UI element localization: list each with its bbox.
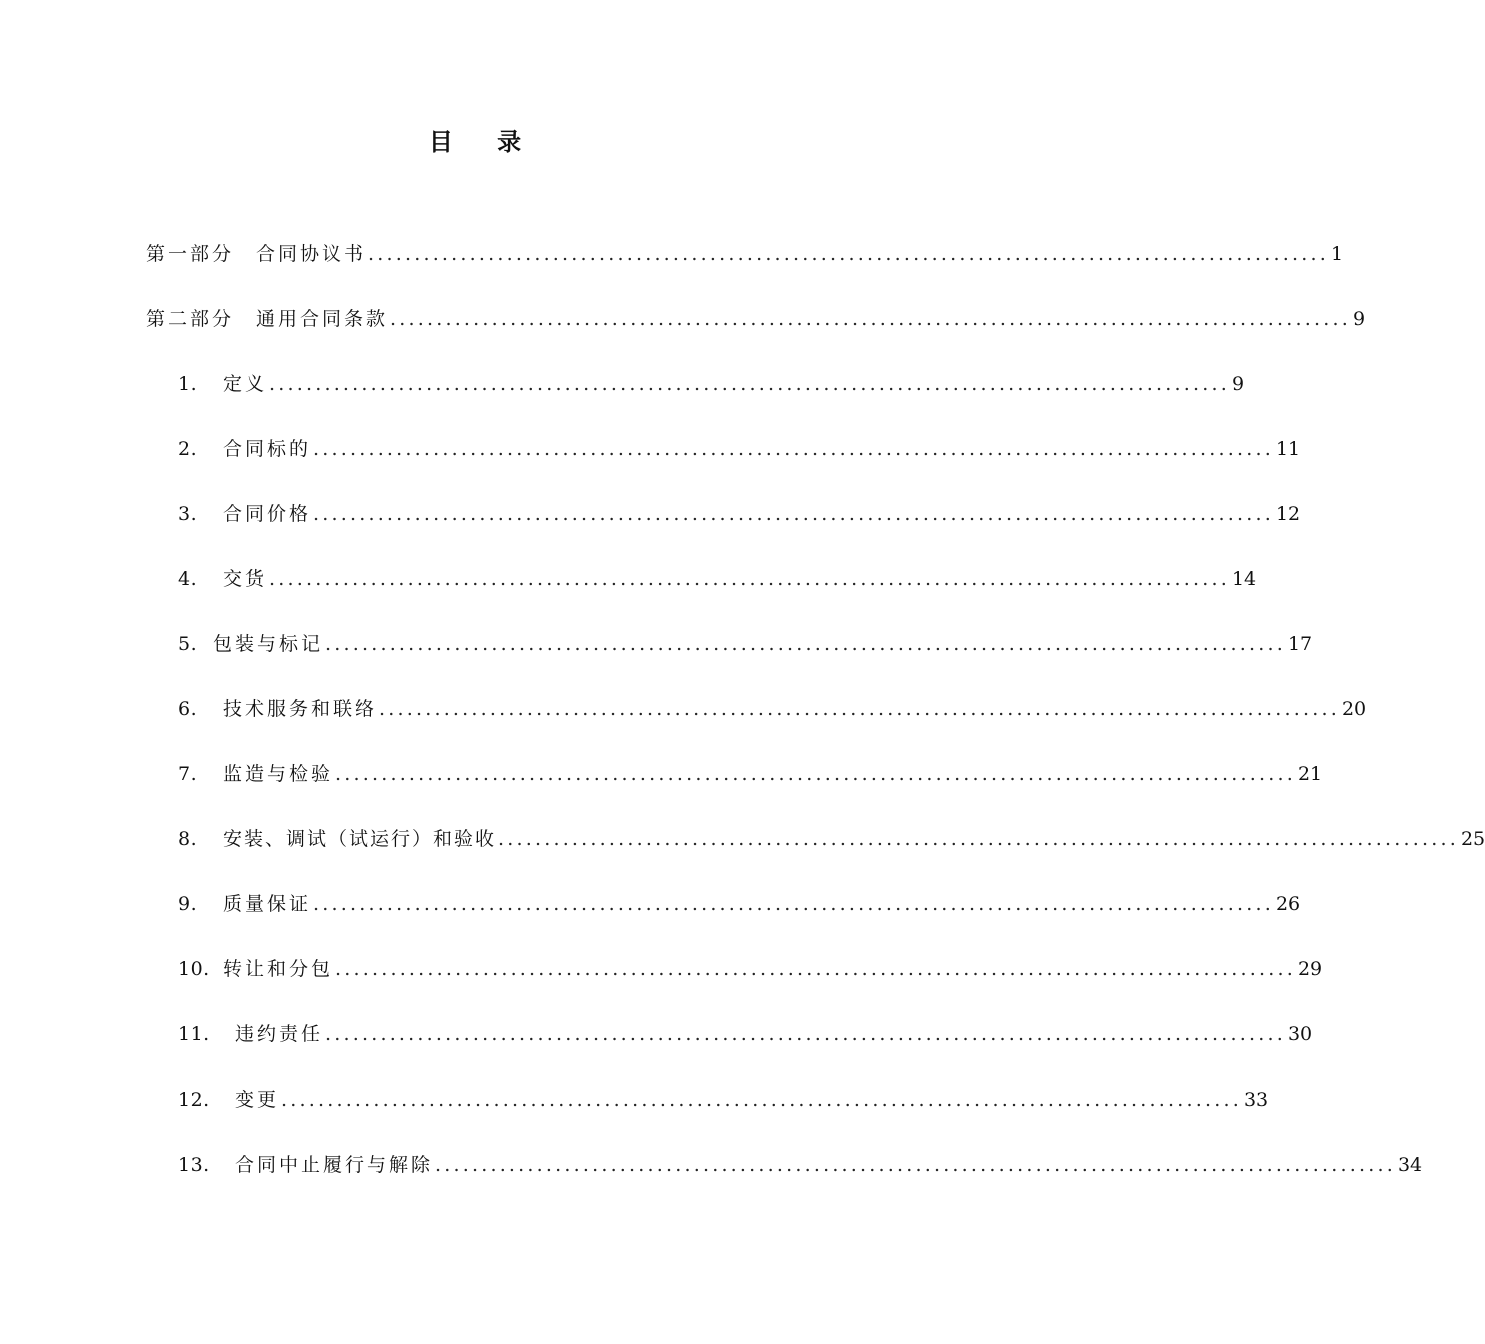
toc-entry-label: 第一部分 合同协议书	[146, 243, 367, 265]
toc-dot-leader: ........................................................................................................	[335, 958, 1296, 980]
toc-page-number: 33	[1243, 1089, 1269, 1111]
toc-entry-number: 9.	[178, 893, 198, 915]
toc-entry-label: 违约责任	[235, 1023, 324, 1045]
toc-entry-section-3[interactable]	[178, 501, 1301, 527]
toc-page-number: 9	[1352, 308, 1366, 330]
toc-entry-number: 5.	[178, 633, 198, 655]
toc-entry-part-1[interactable]	[146, 241, 1344, 267]
toc-entry-number: 4.	[178, 568, 198, 590]
toc-entry-label: 质量保证	[223, 893, 312, 915]
toc-entry-section-13[interactable]	[178, 1152, 1423, 1178]
toc-entry-section-12[interactable]	[178, 1087, 1269, 1113]
toc-dot-leader: ........................................................................................................	[325, 633, 1286, 655]
toc-entry-label: 监造与检验	[223, 763, 334, 785]
toc-entry-section-2[interactable]	[178, 436, 1301, 462]
toc-page-number: 1	[1330, 243, 1344, 265]
toc-dot-leader: ........................................................................................................	[313, 503, 1274, 525]
toc-dot-leader: ........................................................................................................	[281, 1089, 1242, 1111]
toc-page-number: 26	[1275, 893, 1301, 915]
toc-entry-section-10[interactable]	[178, 956, 1323, 982]
toc-dot-leader: ........................................................................................................	[325, 1023, 1286, 1045]
toc-entry-part-2[interactable]	[146, 306, 1366, 332]
toc-entry-number: 1.	[178, 373, 198, 395]
toc-page-number: 34	[1397, 1154, 1423, 1176]
toc-page-number: 30	[1287, 1023, 1313, 1045]
toc-entry-label: 合同中止履行与解除	[235, 1154, 434, 1176]
toc-entry-number: 8.	[178, 828, 198, 850]
toc-entry-number: 6.	[178, 698, 198, 720]
toc-entry-number: 7.	[178, 763, 198, 785]
toc-entry-label: 第二部分 通用合同条款	[146, 308, 389, 330]
toc-entry-number: 13.	[178, 1154, 210, 1176]
toc-entry-label: 包装与标记	[213, 633, 324, 655]
toc-entry-number: 11.	[178, 1023, 210, 1045]
toc-dot-leader: ........................................................................................................	[379, 698, 1340, 720]
toc-page-number: 21	[1297, 763, 1323, 785]
toc-entry-section-7[interactable]	[178, 761, 1323, 787]
toc-entry-section-1[interactable]	[178, 371, 1245, 397]
toc-entry-label: 变更	[235, 1089, 280, 1111]
toc-entry-section-4[interactable]	[178, 566, 1257, 592]
toc-entry-number: 12.	[178, 1089, 210, 1111]
toc-page-number: 20	[1341, 698, 1367, 720]
toc-dot-leader: ........................................................................................................	[313, 893, 1274, 915]
toc-page-number: 12	[1275, 503, 1301, 525]
toc-entry-number: 10.	[178, 958, 210, 980]
toc-entry-label: 合同价格	[223, 503, 312, 525]
toc-entry-section-6[interactable]	[178, 696, 1367, 722]
toc-dot-leader: ........................................................................................................	[269, 373, 1230, 395]
toc-entry-section-5[interactable]	[178, 631, 1313, 657]
toc-page-number: 14	[1231, 568, 1257, 590]
toc-page-number: 9	[1231, 373, 1245, 395]
toc-entry-section-11[interactable]	[178, 1021, 1313, 1047]
toc-entry-number: 3.	[178, 503, 198, 525]
toc-dot-leader: ........................................................................................................	[269, 568, 1230, 590]
toc-entry-label: 合同标的	[223, 438, 312, 460]
toc-entry-label: 交货	[223, 568, 268, 590]
toc-dot-leader: ........................................................................................................	[498, 828, 1459, 850]
toc-page-number: 25	[1460, 828, 1485, 850]
toc-entry-number: 2.	[178, 438, 198, 460]
toc-title: 目 录	[428, 128, 540, 156]
toc-dot-leader: ........................................................................................................	[390, 308, 1351, 330]
toc-entry-label: 技术服务和联络	[223, 698, 378, 720]
toc-page-number: 11	[1275, 438, 1301, 460]
toc-entry-label: 安装、调试（试运行）和验收	[223, 828, 497, 850]
toc-dot-leader: ........................................................................................................	[313, 438, 1274, 460]
toc-dot-leader: ........................................................................................................	[335, 763, 1296, 785]
toc-entry-section-9[interactable]	[178, 891, 1301, 917]
toc-page-number: 29	[1297, 958, 1323, 980]
toc-page-number: 17	[1287, 633, 1313, 655]
toc-entry-section-8[interactable]	[178, 826, 1485, 852]
toc-dot-leader: ........................................................................................................	[368, 243, 1329, 265]
toc-entry-label: 定义	[223, 373, 268, 395]
toc-entry-label: 转让和分包	[223, 958, 334, 980]
toc-dot-leader: ........................................................................................................	[435, 1154, 1396, 1176]
